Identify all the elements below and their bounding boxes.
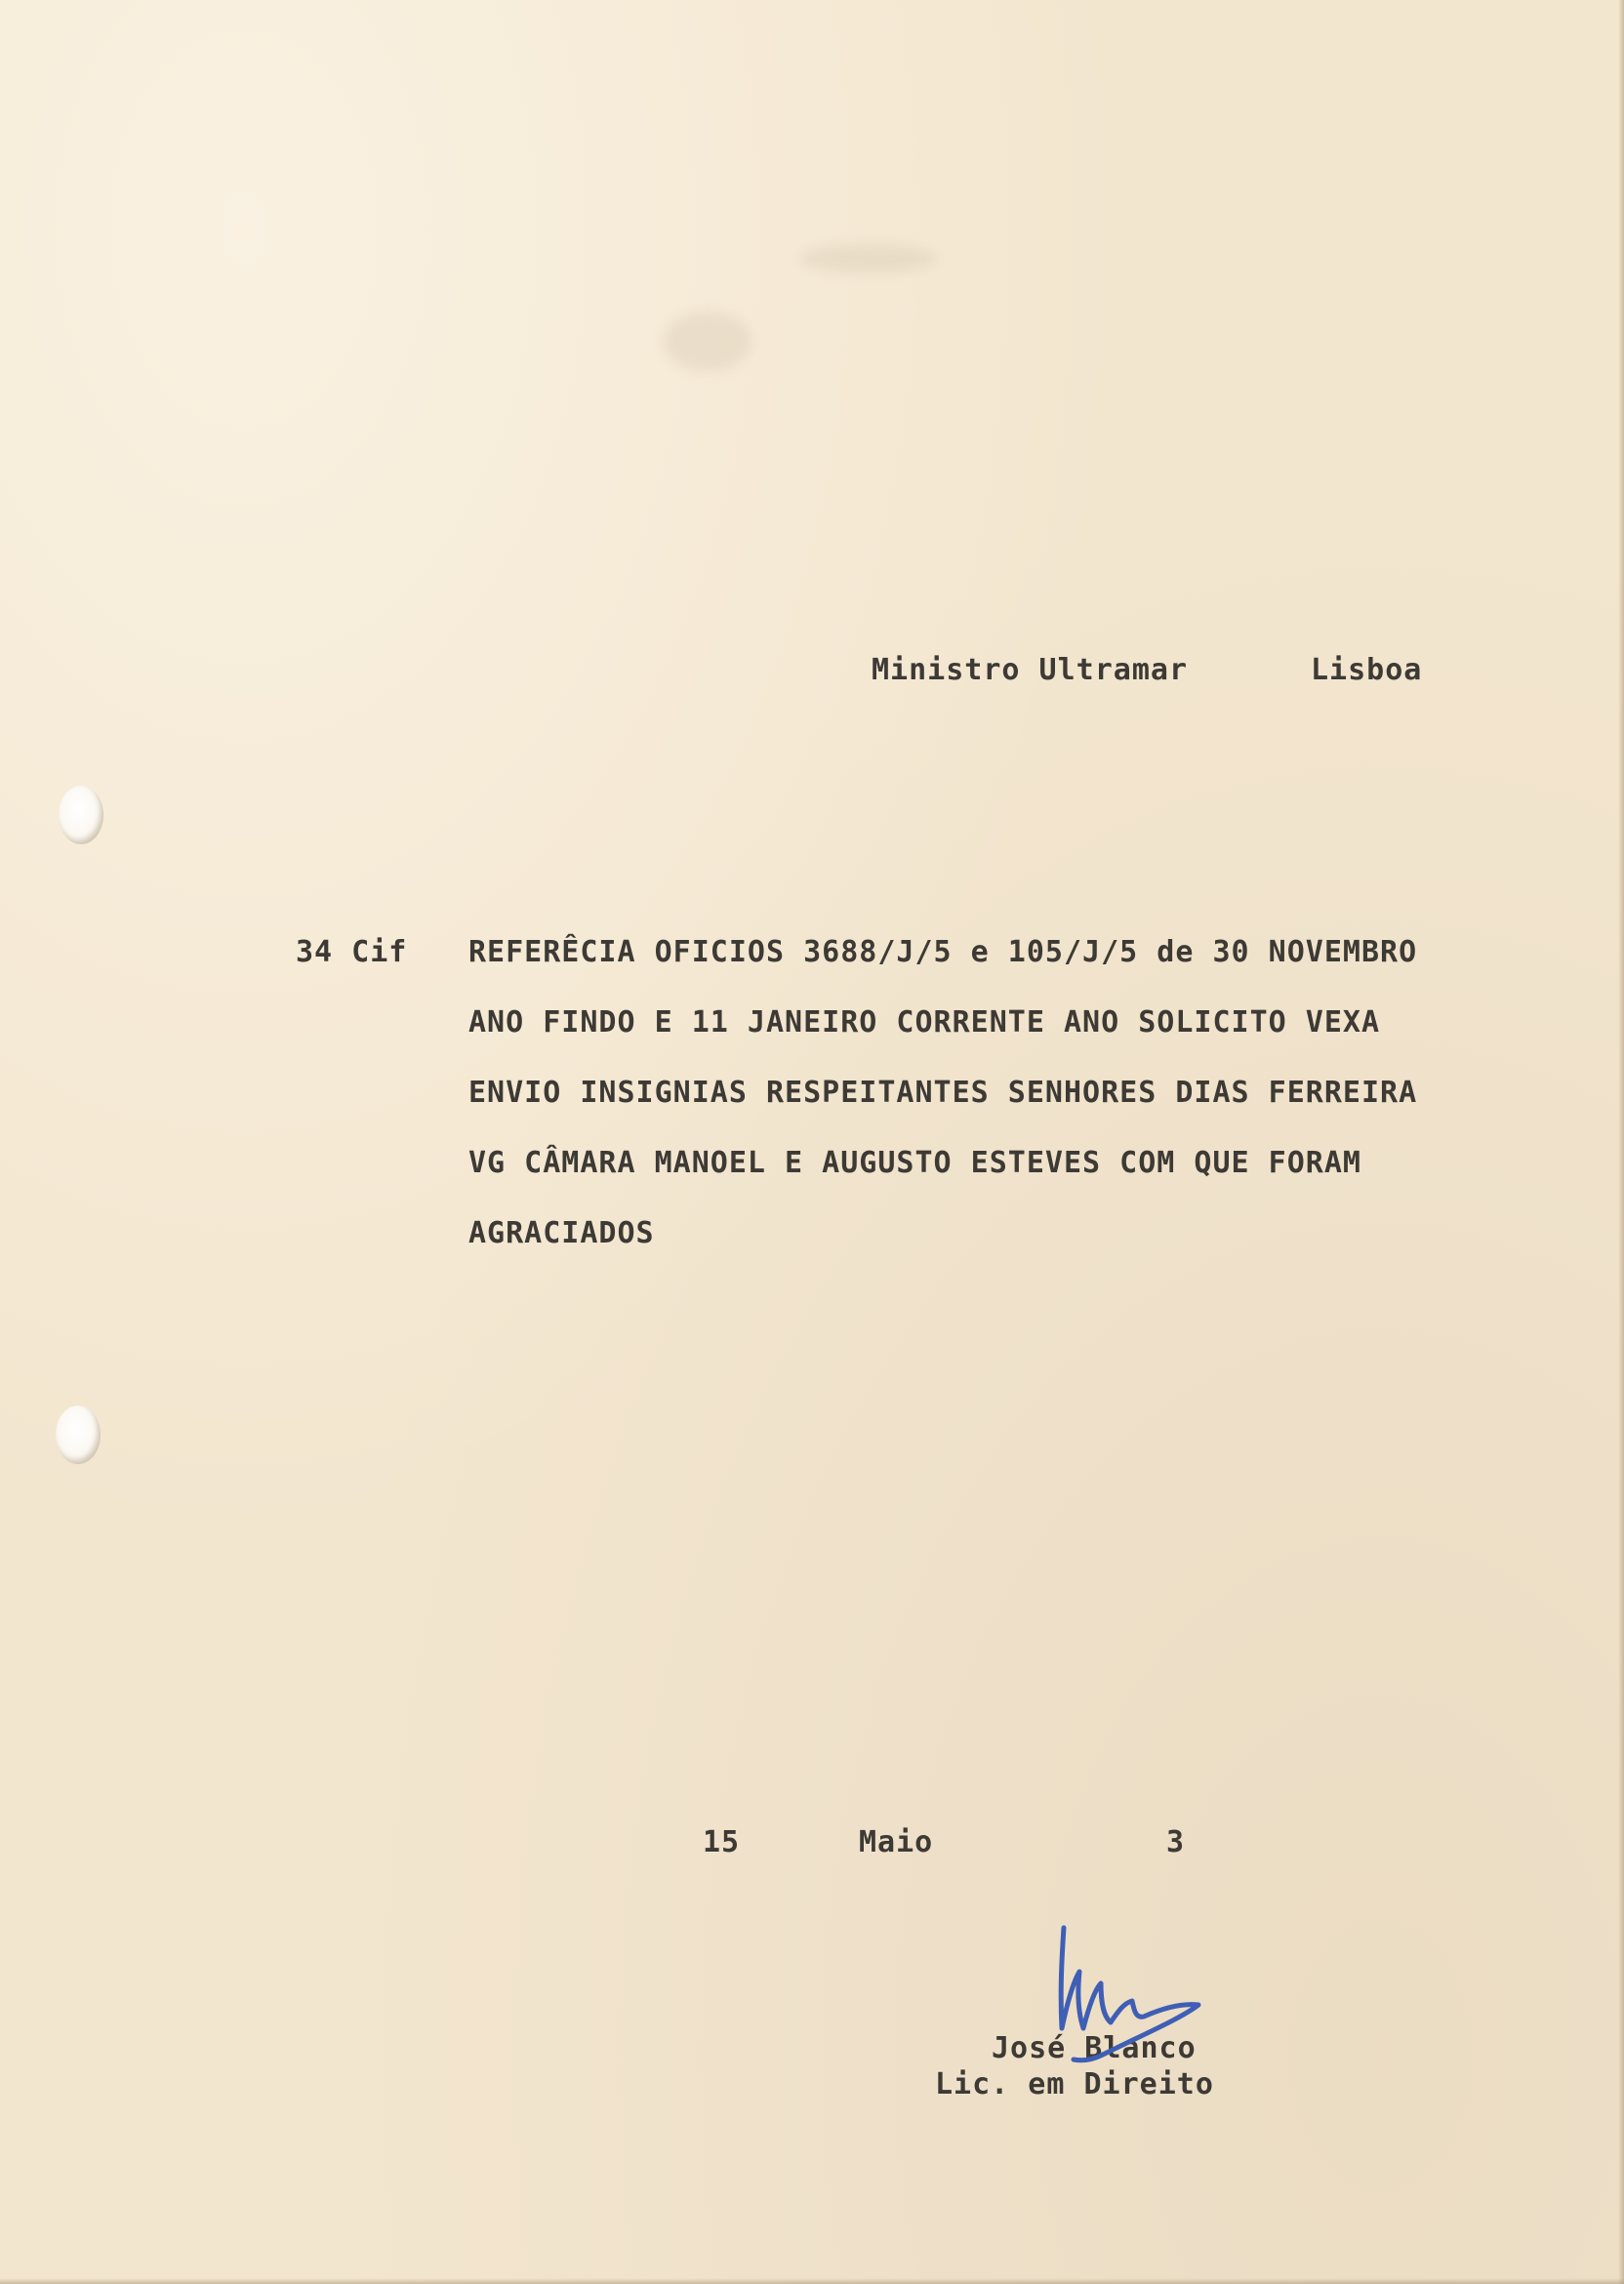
message-line: REFERÊCIA OFICIOS 3688/J/5 e 105/J/5 de 30 NOVEMBRO — [468, 935, 1418, 969]
paper-edge-right — [1618, 0, 1624, 2284]
message-line: ENVIO INSIGNIAS RESPEITANTES SENHORES DIAS FERREIRA — [468, 1076, 1418, 1110]
message-line: VG CÂMARA MANOEL E AUGUSTO ESTEVES COM QUE FORAM — [468, 1146, 1361, 1180]
punch-hole-lower — [56, 1406, 101, 1464]
destination-city: Lisboa — [1311, 653, 1423, 687]
handwritten-signature — [1035, 1913, 1269, 2079]
paper-smudge — [800, 244, 937, 273]
message-line: AGRACIADOS — [468, 1216, 655, 1250]
punch-hole-upper — [59, 786, 103, 844]
date-month: Maio — [859, 1825, 934, 1859]
message-number: 34 Cif — [296, 935, 408, 969]
signatory-name: José Blanco — [992, 2031, 1197, 2065]
addressee: Ministro Ultramar — [872, 653, 1189, 687]
signatory-title: Lic. em Direito — [935, 2067, 1214, 2101]
date-hour: 3 — [1166, 1825, 1186, 1859]
paper-edge-bottom — [0, 2278, 1624, 2284]
message-line: ANO FINDO E 11 JANEIRO CORRENTE ANO SOLICITO VEXA — [468, 1005, 1381, 1040]
paper-smudge — [664, 312, 751, 371]
date-day: 15 — [703, 1825, 741, 1859]
